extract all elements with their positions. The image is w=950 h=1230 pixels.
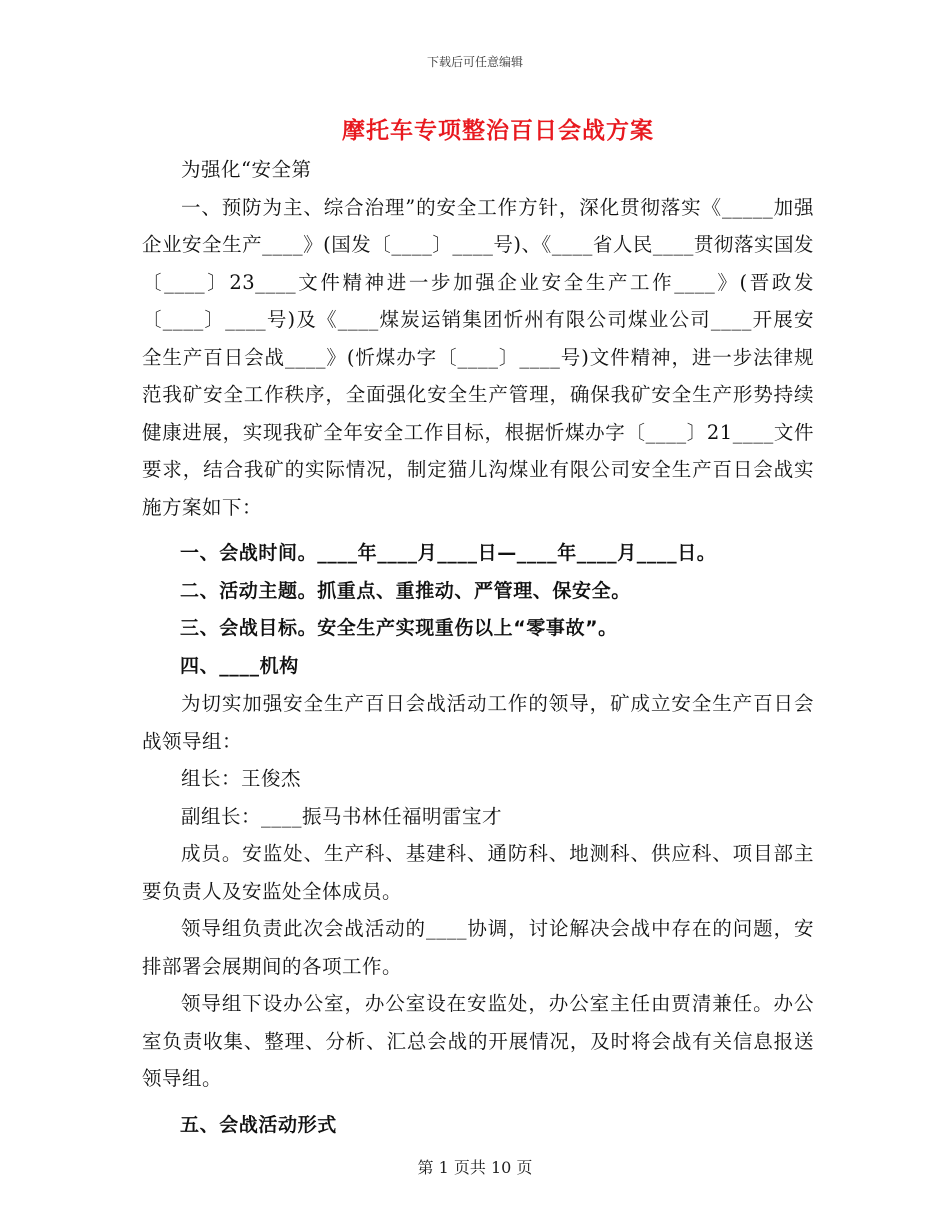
section-campaign-goal: 三、会战目标。安全生产实现重伤以上“零事故”。 bbox=[180, 617, 618, 639]
header-note: 下载后可任意编辑 bbox=[426, 55, 523, 69]
section-organization: 四、____机构 bbox=[180, 654, 299, 677]
paragraph-leadership: 为切实加强安全生产百日会战活动工作的领导，矿成立安全生产百日会战领导组： bbox=[142, 692, 814, 753]
paragraph-office: 领导组下设办公室，办公室设在安监处，办公室主任由贾清兼任。办公室负责收集、整理、分析、汇总会战的开展情况，及时将会战有关信息报送领导组。 bbox=[142, 992, 814, 1090]
paragraph-responsibilities: 领导组负责此次会战活动的____协调，讨论解决会战中存在的问题，安排部署会展期间的各项工作。 bbox=[142, 917, 814, 978]
paragraph-group-leader: 组长：王俊杰 bbox=[181, 767, 302, 790]
paragraph-policy: 一、预防为主、综合治理”的安全工作方针，深化贯彻落实《_____加强企业安全生产____》(国发〔____〕____号)、《____省人民____贯彻落实国发〔____〕23____文件精神进一步加强企业安全生产工作____》(晋政发〔____〕____号)及《____煤炭运销集团忻州有限公司煤业公司____开展安全生产百日会战____》(忻煤办字〔____〕____号)文件精神，进一步法律规范我矿安全工作秩序，全面强化安全生产管理，确保我矿安全生产形势持续健康进展，实现我矿全年安全工作目标，根据忻煤办字〔____〕21____文件要求，结合我矿的实际情况，制定猫儿沟煤业有限公司安全生产百日会战实施方案如下： bbox=[142, 195, 814, 519]
page-number: 第 1 页共 10 页 bbox=[417, 1158, 533, 1177]
section-campaign-theme: 二、活动主题。抓重点、重推动、严管理、保安全。 bbox=[180, 579, 631, 602]
paragraph-members: 成员。安监处、生产科、基建科、通防科、地测科、供应科、项目部主要负责人及安监处全体成员。 bbox=[142, 842, 814, 903]
document-body bbox=[142, 151, 814, 1144]
paragraph-intro: 为强化“安全第 bbox=[181, 158, 312, 181]
section-campaign-time: 一、会战时间。____年____月____日—____年____月____日。 bbox=[180, 542, 717, 564]
document-title: 摩托车专项整治百日会战方案 bbox=[342, 118, 654, 144]
paragraph-deputy-leaders: 副组长：____振马书林任福明雷宝才 bbox=[181, 804, 503, 828]
section-activity-form: 五、会战活动形式 bbox=[180, 1113, 337, 1136]
